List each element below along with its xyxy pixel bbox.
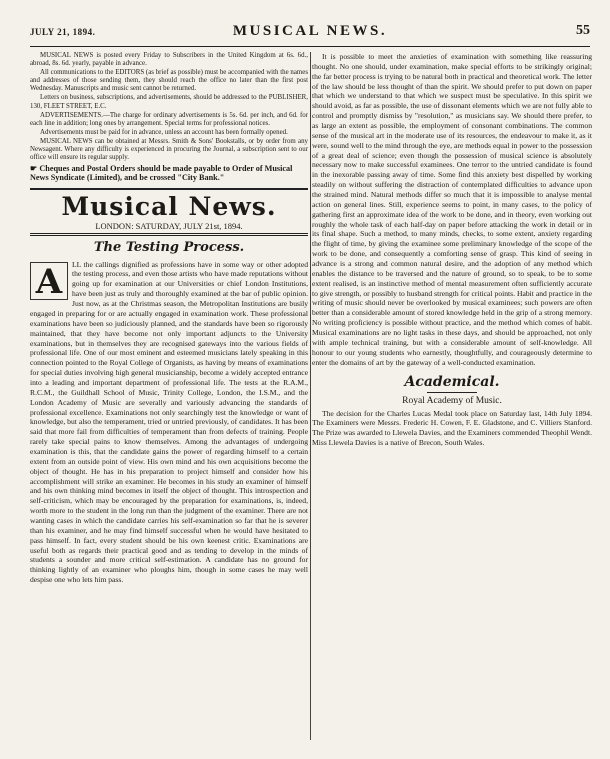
drop-cap-letter: A — [35, 261, 63, 302]
page-number: 55 — [576, 23, 590, 38]
academical-body — [312, 409, 592, 448]
column-separator — [310, 52, 311, 740]
masthead-dateline: LONDON: SATURDAY, JULY 21st, 1894. — [95, 220, 243, 231]
header-title: MUSICAL NEWS. — [232, 23, 388, 39]
article-body-left — [30, 260, 308, 585]
academical-heading: Academical. — [404, 373, 500, 390]
notice-advance-payment: Advertisements must be paid for in advance, unless an account has been formally opened. — [40, 128, 288, 136]
notice-advertisements: ADVERTISEMENTS.—The charge for ordinary advertisements is 5s. 6d. per inch, and 6d. for each line in addition; long ones by arrangement. Special terms for professional notices. — [30, 111, 308, 127]
page-header — [30, 20, 590, 44]
left-column — [30, 52, 308, 585]
header-date: JULY 21, 1894. — [30, 27, 96, 37]
article-title: The Testing Process. — [93, 239, 245, 255]
notice-cheques: ☛ Cheques and Postal Orders should be made payable to Order of Musical News Syndicate (Limited), and be crossed "City Bank." — [30, 164, 293, 183]
notice-business: Letters on business, subscriptions, and advertisements, should be addressed to the PUBLISHER, 130, FLEET STREET, E.C. — [30, 94, 308, 110]
academical-subheading: Royal Academy of Music. — [402, 395, 502, 406]
academical-rule — [427, 392, 477, 393]
publisher-notices — [30, 52, 308, 162]
header-rule — [30, 46, 590, 47]
notice-subscription: MUSICAL NEWS is posted every Friday to Subscribers in the United Kingdom at 6s. 6d., abroad, 8s. 6d. yearly, payable in advance. — [30, 52, 308, 68]
notice-communications: All communications to the EDITORS (as brief as possible) must be accompanied with the names and addresses of those sending them, they should reach the office no later than the first post Wednesday. Manuscripts and music sent cannot be returned. — [30, 69, 308, 93]
masthead-bottom-rule — [30, 233, 308, 236]
article-paragraph-1: LL the callings dignified as professions have in some way or other adopted the testing process, and even those artists who have made reputations without going up for examination at our Universities or chief London Institutions, have been just as truly and thoroughly examined at the bar of public opinion. Just now, as at the Christmas season, the Metropolitan Institutions are busily engaged in preparing for or are actually engaged in examination work. These professional examinations have been so judiciously planned, and the standards have been so rigorously maintained, that they have become not only important adjuncts to the University examinations, but in themselves they are recognised gateways into the various fields of professional life. One of our most eminent and esteemed musicians lately speaking in this connection pointed to the Royal College of Organists, as having by means of examinations for special duties involving high general musicianship, become a widely accepted entrance into a leading and important department of professional life. The tests at the R.A.M., R.C.M., the Guildhall School of Music, Trinity College, London, the I.S.M., and the London Academy of Music are severally and variously advancing the standards of professional excellence. Examinations not only searchingly test the knowledge or want of knowledge, but also the temperament, tried or untried previously, of candidates. It has been said that more fail from difficulties of temperament than from defects of training. People rarely take special pains to know themselves. Among the advantages of undergoing examination is this, that the candidate gains the power of regarding himself to a certain extent from an outside point of view. His own mind and his own acquisitions become the object of thought. He has in his preparation to project himself and consider how his accomplishment will strike an examiner. He becomes in his study an examiner of himself and his own thinking mind becomes in itself the object of thought. This introspection and self-criticism, which may be encouraged by the preparation for examinations, is, indeed, worth more to the student in the long run than the judgment of the examiner. There are not wanting cases in which the candidate carries his self-examination so far that he is severer than his examiner, and he may find himself successful when he would have hesitated to pass himself. In fact, every student should be his own keenest critic. Examinations are useful both as regards their practical good and as tending to develop in the minds of students a sounder and more critical self-estimation. A candidate has no ground for thinking lightly of an examiner who ploughs him, though in some cases he may well despise one who lets him pass. — [30, 259, 308, 585]
drop-cap — [30, 262, 68, 300]
masthead-top-rule — [30, 188, 308, 190]
article-body-right — [312, 52, 592, 368]
academical-paragraph: The decision for the Charles Lucas Medal took place on Saturday last, 14th July 1894. The Examiners were Messrs. Frederic H. Cowen, F. E. Gladstone, and C. Villiers Stanford. The Prize was awarded to Llewela Davies, and the Examiners commended Theophil Wendt. Miss Llewela Davies is a native of Brecon, South Wales. — [312, 408, 592, 448]
article-paragraph-2: It is possible to meet the anxieties of examination with something like reassuring thought. No one should, under examination, make special efforts to be strikingly original; the far better process is trying to be natural both in practical and theoretical work. The letter of the law should be less thought of than the spirit. We should prefer to put down on paper that which we understand to that which we suspect must be speculative. In this spirit we should avoid, as far as possible, the use of dissonant elements which we are not fully able to control and promptly dismiss by "resolution," as musicians say. We should there prefer, to as large an extent as possible, the employment of consonant combinations. The common sense of the musical art in the moderate use of its resources, the endeavour to make it, as it were, sound well to the mind through the eye, are methods equal in power to the possession of a great deal of science; even though the possession of musical science is absolutely necessary now to make successful examinees. One terror to the untried candidate is found in the inexorable passing away of time. Some find this anxiety best dispelled by working steadily on without suffering the distraction of contemplated difficulties to advance upon the strained mind. Natural methods differ so much that it is impossible to analyse mental action on general lines. Still, experience seems to point, in many cases, to the policy of gathering first an approximate idea of the work to be done, and in theory, even working out roughly the whole task of each half-day on paper before attacking the work in detail or in its final shape. Such a method, to many minds, checks, to some extent, anxiety regarding the flight of time, by giving the examinee some preliminary knowledge of the scope of the work to be done, and consequently a comforting sense of grasp. This kind of seeing in advance is a strong and common natural desire, and the adoption of any method which enables the distance to be traversed and the nature of ground, so to speak, to be to some extent realised, is an instinctive method of mental measurement often sufficiently accurate to give strength, or possibly to husband strength for critical points. Habit and practice in the writing of music should never be overlooked by musical examinees; such powers are often better than a considerable amount of stored knowledge held in the grip of a strong memory. No writing proficiency is possible without practice, and the method which comes of habit. Musical examinations are no light tasks in these days, and should be approached, not only with ample technical training, but with a considerable amount of self-knowledge. All honour to our young students who earnestly, thoughtfully, and courageously determine to enter the domains of art by the gateway of a well-conducted examination. — [312, 52, 592, 367]
right-column — [312, 52, 592, 448]
notice-bookstalls: MUSICAL NEWS can be obtained at Messrs. Smith & Sons' Bookstalls, or by order from any Newsagent. Where any difficulty is experienced in procuring the Journal, a subscription sent to our office will ensure its regular supply. — [30, 137, 308, 162]
masthead-title: Musical News. — [61, 191, 277, 221]
